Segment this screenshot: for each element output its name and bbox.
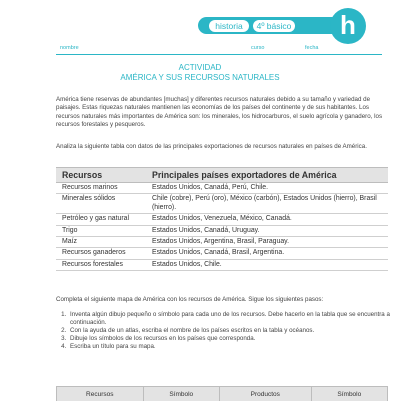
resource-cell: Trigo <box>56 225 146 236</box>
table-row <box>56 214 388 225</box>
list-item: 3. Dibuje los símbolos de los recursos en los países que corresponda. <box>68 335 398 343</box>
header-countries: Principales países exportadores de América <box>146 168 388 183</box>
subject-tag: historia <box>209 20 249 32</box>
resource-cell: Minerales sólidos <box>56 194 146 214</box>
date-field-label: fecha <box>305 45 318 51</box>
header-resources: Recursos <box>56 168 146 183</box>
countries-cell: Estados Unidos, Canadá, Brasil, Argentina. <box>146 248 388 259</box>
list-item: 2. Con la ayuda de un atlas, escriba el nombre de los países escritos en la tabla y océanos. <box>68 327 398 335</box>
table-row <box>56 194 388 214</box>
countries-cell: Estados Unidos, Venezuela, México, Canadá. <box>146 214 388 225</box>
header-symbol: Símbolo <box>143 387 219 401</box>
map-instructions: Completa el siguiente mapa de América con los recursos de América. Sigue los siguientes pasos: <box>56 296 386 304</box>
steps-list <box>56 311 398 351</box>
table-row <box>56 183 388 194</box>
student-fields-line <box>56 44 382 55</box>
activity-label: ACTIVIDAD <box>0 63 400 72</box>
header-resources: Recursos <box>57 387 144 401</box>
resource-cell: Maíz <box>56 237 146 248</box>
resource-cell: Petróleo y gas natural <box>56 214 146 225</box>
resource-cell: Recursos ganaderos <box>56 248 146 259</box>
course-field-label: curso <box>251 45 264 51</box>
countries-cell: Estados Unidos, Canadá, Uruguay. <box>146 225 388 236</box>
table-row <box>56 225 388 236</box>
table-header-row <box>56 168 388 183</box>
activity-title: AMÉRICA Y SUS RECURSOS NATURALES <box>0 73 400 82</box>
resources-table <box>56 167 388 271</box>
header-products: Productos <box>219 387 311 401</box>
table-header-row <box>57 387 388 401</box>
resource-cell: Recursos forestales <box>56 259 146 270</box>
header-symbol: Símbolo <box>311 387 387 401</box>
logo-icon: h <box>330 8 366 44</box>
list-item: 1. Inventa algún dibujo pequeño o símbolo para cada uno de los recursos. Debe hacerlo en la tabla que se encuentra a continuación. <box>68 311 398 327</box>
symbols-table <box>56 386 388 401</box>
intro-paragraph: América tiene reservas de abundantes [muchas] y diferentes recursos naturales debido a su tamaño y variedad de paisajes. Estas riquezas naturales mantienen las economías de los países del continente y de sus habitantes. Los recursos naturales más importantes de América son: los minerales, los hidrocarburos, el suelo agrícola y ganadero, los recursos forestales y pesqueros. <box>56 96 386 130</box>
countries-cell: Estados Unidos, Argentina, Brasil, Paraguay. <box>146 237 388 248</box>
countries-cell: Estados Unidos, Chile. <box>146 259 388 270</box>
table-row <box>56 259 388 270</box>
grade-tag: 4º básico <box>253 20 295 32</box>
table-intro-paragraph: Analiza la siguiente tabla con datos de las principales exportaciones de recursos naturales en países de América. <box>56 143 386 151</box>
table-row <box>56 248 388 259</box>
countries-cell: Estados Unidos, Canadá, Perú, Chile. <box>146 183 388 194</box>
countries-cell: Chile (cobre), Perú (oro), México (carbón), Estados Unidos (hierro), Brasil (hierro). <box>146 194 388 214</box>
name-field-label: nombre <box>60 45 79 51</box>
resource-cell: Recursos marinos <box>56 183 146 194</box>
table-row <box>56 237 388 248</box>
list-item: 4. Escriba un título para su mapa. <box>68 343 398 351</box>
